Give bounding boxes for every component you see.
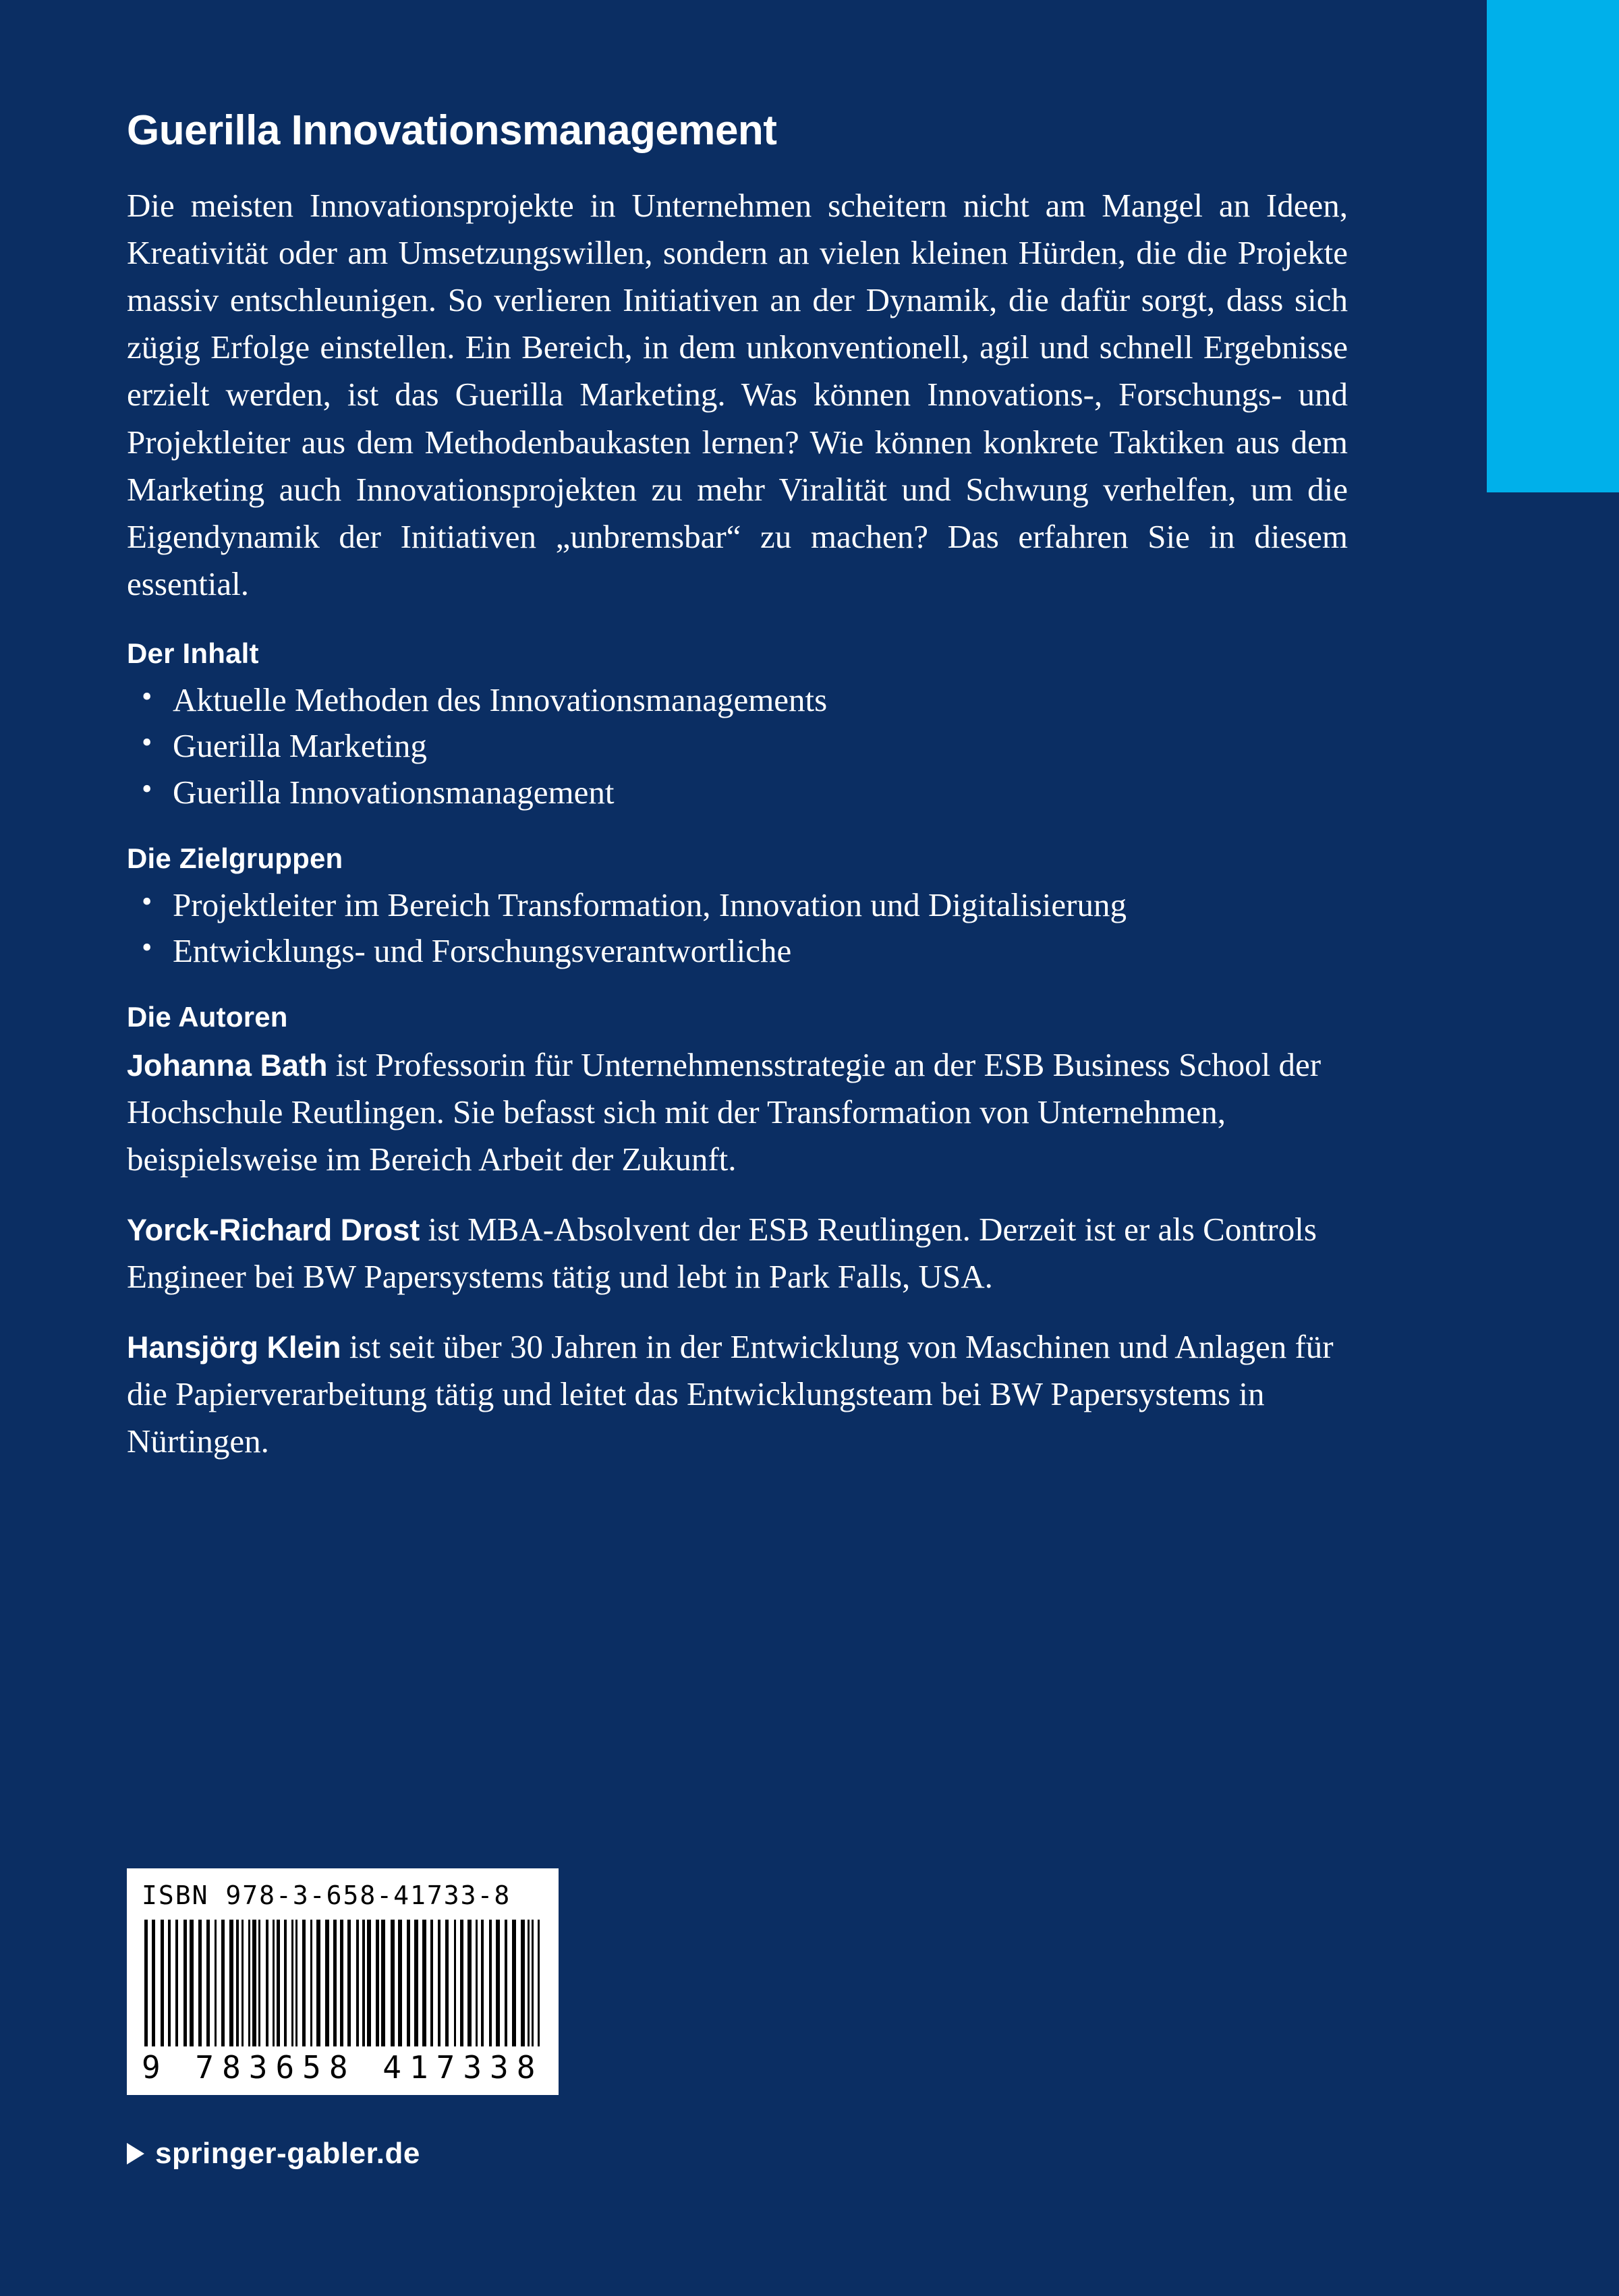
blurb-paragraph: Die meisten Innovationsprojekte in Unternehmen scheitern nicht am Mangel an Ideen, Kreativität oder am Umsetzungswillen, sondern an vielen kleinen Hürden, die die Projekte massiv entschleunigen. So verlieren Initiativen an der Dynamik, die dafür sorgt, dass sich zügig Erfolge einstellen. Ein Bereich, in dem unkonventionell, agil und schnell Ergebnisse erzielt werden, ist das Guerilla Marketing. Was können Innovations-, Forschungs- und Projektleiter aus dem Methodenbaukasten lernen? Wie können konkrete Taktiken aus dem Marketing auch Innovationsprojekten zu mehr Viralität und Schwung verhelfen, um die Eigendynamik der Initiativen „unbremsbar“ zu machen? Das erfahren Sie in diesem essential. xyxy=(127,187,1348,602)
accent-block xyxy=(1487,0,1619,492)
author-bio-text: ist Professorin für Unternehmensstrategie an der ESB Business School der Hochschule Reutlingen. Sie befasst sich mit der Transformation von Unternehmen, beispielsweise im Bereich Arbeit der Zukunft. xyxy=(127,1045,1322,1178)
section-heading-autoren: Die Autoren xyxy=(127,1000,288,1033)
triangle-icon xyxy=(127,2143,144,2164)
list-item: • Guerilla Innovationsmanagement xyxy=(127,770,1348,815)
list-inhalt xyxy=(127,678,1348,815)
author-name: Yorck-Richard Drost xyxy=(127,1213,420,1248)
author-bio xyxy=(127,1041,1348,1183)
list-item: • Aktuelle Methoden des Innovationsmanagements xyxy=(127,678,1348,723)
imprint-label: springer-gabler.de xyxy=(155,2137,420,2170)
author-bio xyxy=(127,1206,1348,1300)
author-bio-text: ist seit über 30 Jahren in der Entwicklung von Maschinen und Anlagen für die Papierverarbeitung tätig und leitet das Entwicklungsteam bei BW Papersystems in Nürtingen. xyxy=(127,1328,1334,1460)
barcode-bars xyxy=(142,1920,544,2046)
isbn-label: ISBN 978-3-658-41733-8 xyxy=(142,1881,511,1910)
author-bio-text: ist MBA-Absolvent der ESB Reutlingen. Derzeit ist er als Controls Engineer bei BW Papersystems tätig und lebt in Park Falls, USA. xyxy=(127,1211,1317,1296)
barcode-digits: 9 783658 417338 xyxy=(142,2049,544,2086)
list-item: • Guerilla Marketing xyxy=(127,724,1348,769)
page-title: Guerilla Innovationsmanagement xyxy=(127,107,777,154)
list-zielgruppen xyxy=(127,883,1348,974)
section-heading-zielgruppen: Die Zielgruppen xyxy=(127,842,343,874)
back-cover-content xyxy=(127,108,1348,1488)
list-item: • Entwicklungs- und Forschungsverantwortliche xyxy=(127,929,1348,974)
author-name: Hansjörg Klein xyxy=(127,1330,341,1365)
barcode-block xyxy=(127,1868,559,2095)
section-heading-inhalt: Der Inhalt xyxy=(127,637,259,669)
author-name: Johanna Bath xyxy=(127,1047,328,1083)
list-item: • Projektleiter im Bereich Transformation, Innovation und Digitalisierung xyxy=(127,883,1348,928)
imprint xyxy=(127,2137,420,2171)
author-bio xyxy=(127,1323,1348,1465)
authors-block xyxy=(127,1041,1348,1466)
